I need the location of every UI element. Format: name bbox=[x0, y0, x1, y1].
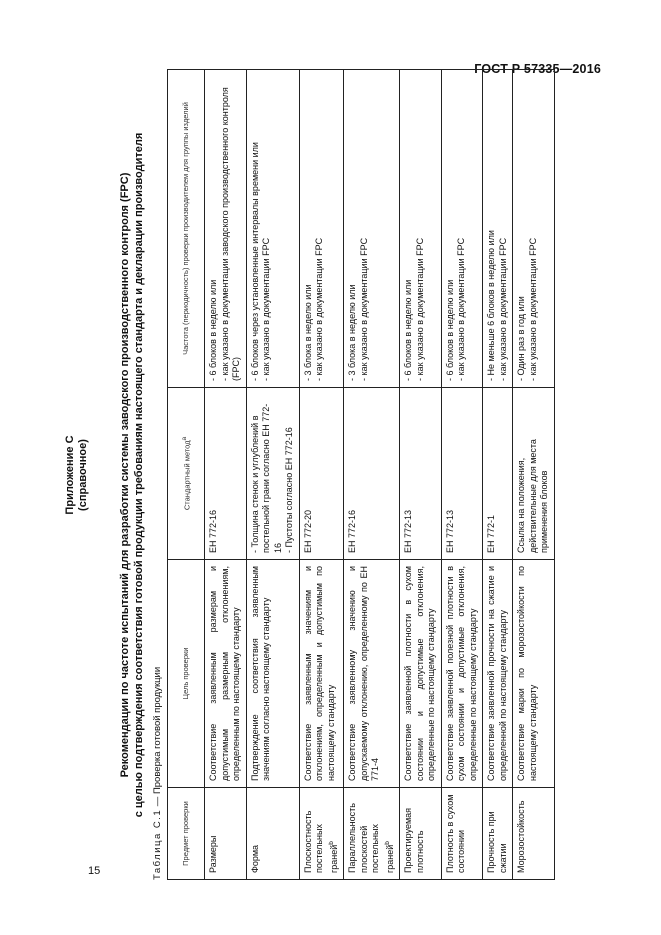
appendix-note: (справочное) bbox=[77, 439, 89, 511]
cell-method bbox=[246, 388, 299, 560]
cell-subject-text: Прочность при сжатии bbox=[486, 811, 508, 873]
cell-method bbox=[441, 388, 483, 560]
header-subject: Предмет проверки bbox=[168, 788, 205, 880]
cell-purpose-text: Соответствие марки по морозостойкости по настоящему стандарту bbox=[516, 566, 538, 781]
cell-method bbox=[513, 388, 555, 560]
header-method-text: Стандартный метод bbox=[182, 440, 192, 511]
cell-subject bbox=[299, 788, 344, 880]
header-frequency: Частота (периодичность) проверки производителем для группы изделий bbox=[168, 70, 205, 388]
table-row bbox=[299, 70, 344, 880]
cell-subject bbox=[400, 788, 442, 880]
header-method-footnote: a bbox=[180, 436, 188, 441]
cell-frequency bbox=[513, 70, 555, 388]
cell-method-text: Ссылка на положения, действительные для места применения блоков bbox=[516, 439, 549, 553]
cell-frequency-text: - 6 блоков через установленные интервалы времени или - как указано в документации FPC bbox=[249, 142, 271, 381]
cell-purpose bbox=[513, 560, 555, 788]
cell-purpose-text: Соответствие заявленной полезной плотности в сухом состоянии и допустимые отклонения, определенные по настоящему стандарту bbox=[444, 566, 478, 781]
heading-line-1: Рекомендации по частоте испытаний для разработки системы заводского производственного контроля (FPC) bbox=[119, 172, 131, 778]
cell-subject-text: Плоскостность постельных граней bbox=[302, 810, 339, 873]
cell-frequency-text: - Не меньше 6 блоков в неделю или - как указано в документации FPC bbox=[486, 230, 508, 381]
cell-method bbox=[400, 388, 442, 560]
cell-subject bbox=[205, 788, 247, 880]
cell-frequency bbox=[246, 70, 299, 388]
cell-method-text: ЕН 772-13 bbox=[403, 509, 413, 553]
document-code: ГОСТ Р 57335—2016 bbox=[474, 62, 601, 76]
cell-purpose-text: Соответствие заявленным значениям и отклонениям, определенным и допустимым по настоящему стандарту bbox=[302, 566, 336, 781]
cell-method-text: ЕН 772-16 bbox=[208, 509, 218, 553]
cell-purpose bbox=[299, 560, 344, 788]
table-row bbox=[344, 70, 400, 880]
cell-frequency-text: - Один раз в год или - как указано в документации FPC bbox=[516, 237, 538, 381]
cell-subject-text: Морозостойкость bbox=[516, 800, 526, 873]
header-purpose: Цель проверки bbox=[168, 560, 205, 788]
cell-frequency bbox=[205, 70, 247, 388]
cell-purpose bbox=[205, 560, 247, 788]
cell-purpose-text: Соответствие заявленному значению и допускаемому отклонению, определенному по ЕН 771-4 bbox=[347, 566, 380, 781]
inspection-table bbox=[167, 69, 555, 880]
cell-subject-footnote: b bbox=[327, 841, 335, 845]
cell-method-text: ЕН 772-16 bbox=[347, 509, 357, 553]
cell-subject bbox=[483, 788, 513, 880]
cell-frequency bbox=[400, 70, 442, 388]
cell-frequency-text: - 3 блока в неделю или - как указано в документации FPC bbox=[347, 237, 369, 381]
cell-method bbox=[483, 388, 513, 560]
cell-method bbox=[344, 388, 400, 560]
cell-subject-text: Форма bbox=[249, 844, 260, 873]
cell-purpose-text: Подтверждение соответствия заявленным значениям согласно настоящему стандарту bbox=[249, 566, 271, 781]
appendix-heading bbox=[118, 70, 146, 880]
cell-subject-text: Размеры bbox=[208, 835, 218, 873]
table-caption-label: Таблица С.1 bbox=[152, 808, 163, 880]
cell-method-text: ЕН 772-1 bbox=[486, 514, 496, 553]
header-method bbox=[168, 388, 205, 560]
cell-frequency-text: - 6 блоков в неделю или - как указано в документации FPC bbox=[444, 237, 466, 381]
cell-purpose-text: Соответствие заявленным размерам и допустимым размерным отклонениям, определенным по настоящему стандарту bbox=[208, 566, 241, 781]
cell-subject-text: Проектируемая плотность bbox=[403, 807, 425, 873]
cell-subject-footnote: b bbox=[383, 841, 391, 845]
cell-frequency-text: - 3 блока в неделю или - как указано в документации FPC bbox=[302, 237, 324, 381]
table-row bbox=[483, 70, 513, 880]
table-row bbox=[205, 70, 247, 880]
appendix-title: Приложение С bbox=[64, 435, 76, 515]
table-header-row bbox=[168, 70, 205, 880]
cell-purpose bbox=[441, 560, 483, 788]
rotated-content bbox=[64, 70, 584, 880]
cell-frequency-text: - 6 блоков в неделю или - как указано в документации заводского производственного контроля (FPC) bbox=[208, 87, 241, 381]
heading-line-2: с целью подтверждения соответствия готовой продукции требованиям настоящего стандарта и декларации производителя bbox=[133, 132, 145, 818]
table-row bbox=[246, 70, 299, 880]
cell-method-text: ЕН 772-20 bbox=[302, 509, 313, 553]
cell-subject-text: Параллельность плоскостей постельных граней bbox=[347, 803, 395, 873]
cell-frequency bbox=[441, 70, 483, 388]
cell-purpose bbox=[246, 560, 299, 788]
cell-subject bbox=[246, 788, 299, 880]
cell-subject-text: Плотность в сухом состоянии bbox=[444, 794, 466, 873]
cell-method-text: - Толщина стенок и углублений в постельной грани согласно ЕН 772-16 - Пустоты согласно ЕН 772-16 bbox=[249, 403, 294, 553]
cell-purpose bbox=[483, 560, 513, 788]
cell-purpose-text: Соответствие заявленной прочности на сжатие и определенной по настоящему стандарту bbox=[486, 566, 508, 781]
cell-frequency-text: - 6 блоков в неделю или - как указано в документации FPC bbox=[403, 237, 425, 381]
cell-method bbox=[299, 388, 344, 560]
cell-subject bbox=[441, 788, 483, 880]
cell-frequency bbox=[299, 70, 344, 388]
table-row bbox=[400, 70, 442, 880]
cell-subject bbox=[513, 788, 555, 880]
cell-subject bbox=[344, 788, 400, 880]
table-row bbox=[441, 70, 483, 880]
cell-frequency bbox=[483, 70, 513, 388]
table-row bbox=[513, 70, 555, 880]
cell-method bbox=[205, 388, 247, 560]
page-number: 15 bbox=[88, 865, 101, 877]
cell-purpose bbox=[344, 560, 400, 788]
table-body bbox=[205, 70, 555, 880]
cell-frequency bbox=[344, 70, 400, 388]
cell-method-text: ЕН 772-13 bbox=[444, 509, 455, 553]
cell-purpose-text: Соответствие заявленной плотности в сухом состоянии и допустимые отклонения, определенные по настоящему стандарту bbox=[403, 566, 436, 781]
table-caption bbox=[152, 70, 163, 880]
cell-purpose bbox=[400, 560, 442, 788]
table-caption-text: — Проверка готовой продукции bbox=[152, 666, 163, 809]
